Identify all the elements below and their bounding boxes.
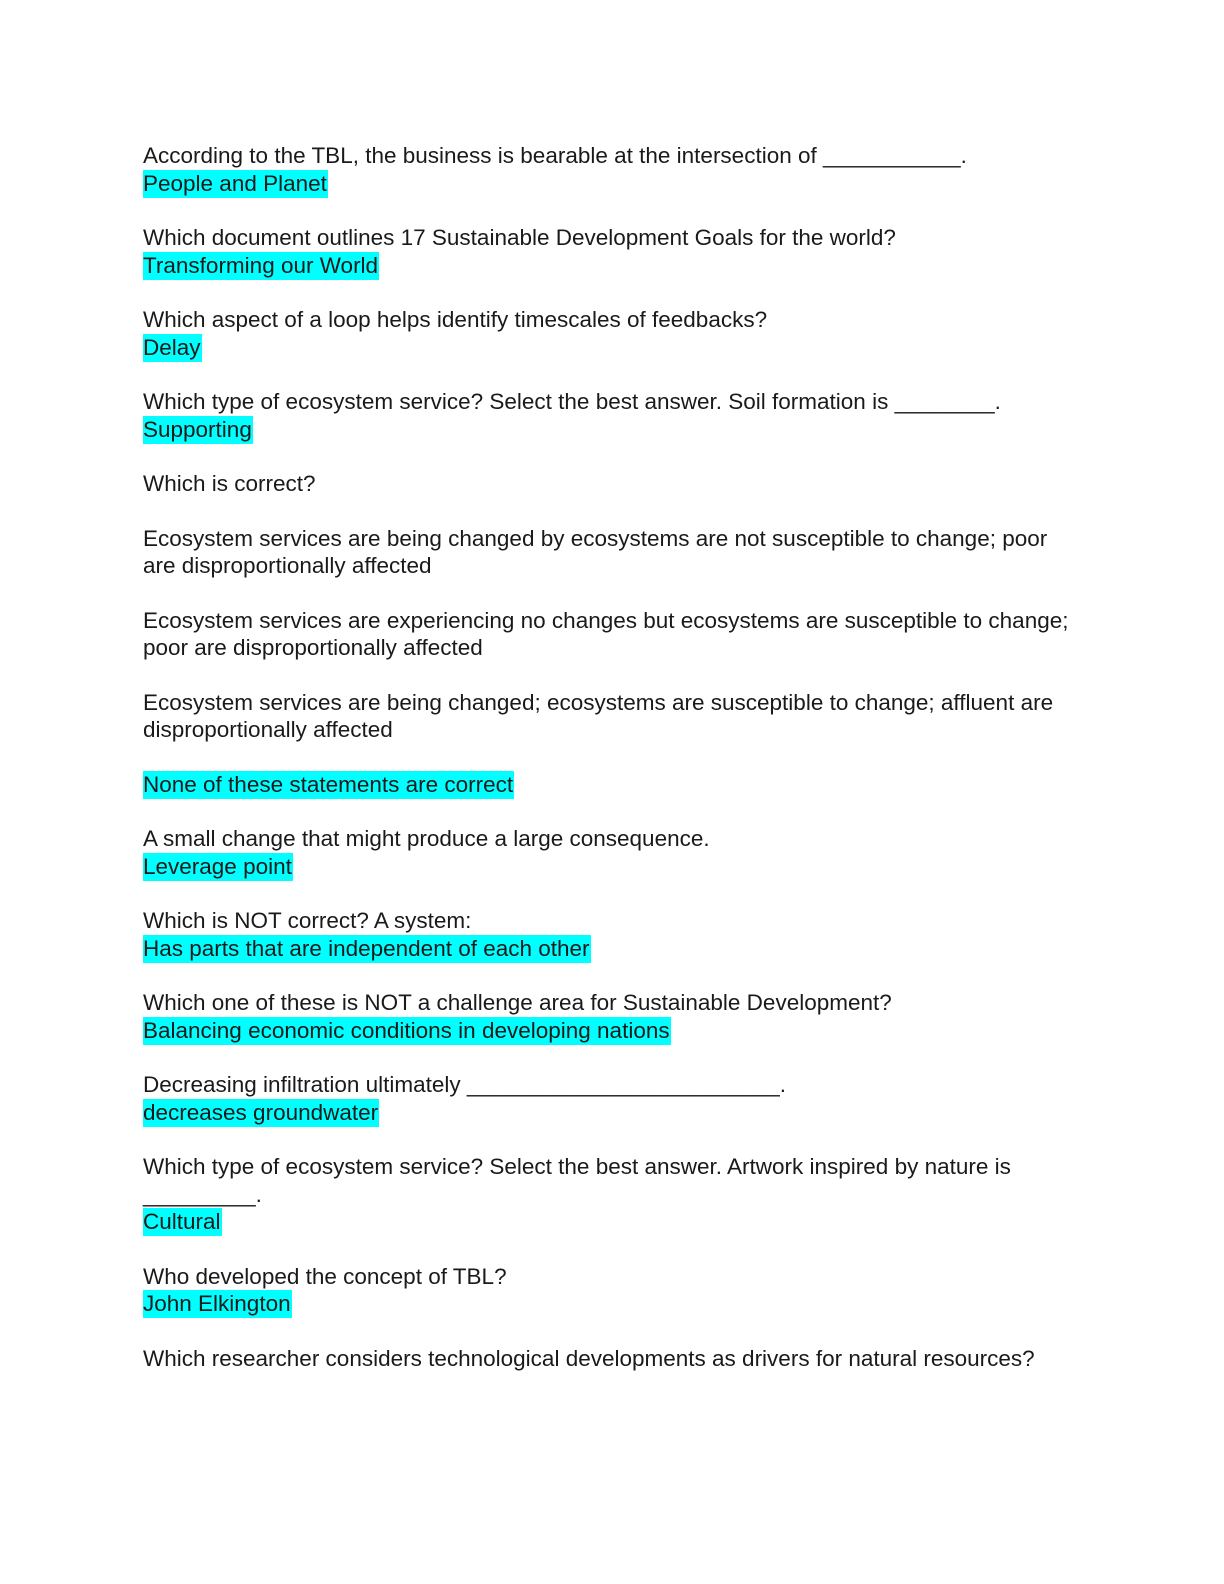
qa-item-8	[143, 989, 1083, 1044]
question-text: Which document outlines 17 Sustainable Development Goals for the world?	[143, 225, 896, 250]
option-text: Ecosystem services are being changed by ecosystems are not susceptible to change; poor are disproportionally affected	[143, 525, 1048, 578]
qa-item-4	[143, 388, 1083, 443]
highlighted-answer: John Elkington	[143, 1291, 291, 1316]
qa-item-10	[143, 1153, 1083, 1236]
highlighted-answer: Has parts that are independent of each other	[143, 935, 590, 961]
qa-item-6	[143, 825, 1083, 880]
option-3	[143, 689, 1083, 744]
qa-item-7	[143, 907, 1083, 962]
highlighted-answer: Cultural	[143, 1209, 221, 1234]
option-1	[143, 525, 1083, 580]
qa-item-2	[143, 224, 1083, 279]
option-2	[143, 607, 1083, 662]
option-text: Ecosystem services are being changed; ecosystems are susceptible to change; affluent are disproportionally affected	[143, 689, 1054, 742]
question-text: According to the TBL, the business is bearable at the intersection of ___________.	[143, 143, 967, 168]
highlighted-answer: decreases groundwater	[143, 1099, 379, 1125]
qa-item-5	[143, 470, 1083, 498]
question-text: Which type of ecosystem service? Select the best answer. Artwork inspired by nature is _________.	[143, 1154, 1018, 1207]
question-text: Who developed the concept of TBL?	[143, 1263, 507, 1289]
question-text: Which one of these is NOT a challenge area for Sustainable Development?	[143, 990, 892, 1015]
question-text: Which is NOT correct? A system:	[143, 908, 472, 933]
question-text: Which aspect of a loop helps identify timescales of feedbacks?	[143, 307, 768, 332]
highlighted-answer: Delay	[143, 334, 201, 360]
highlighted-answer: Leverage point	[143, 853, 292, 879]
option-text: Ecosystem services are experiencing no changes but ecosystems are susceptible to change; poor are disproportionally affected	[143, 607, 1069, 660]
question-text: Which type of ecosystem service? Select the best answer. Soil formation is ________.	[143, 389, 1001, 414]
highlighted-answer: Transforming our World	[143, 252, 379, 278]
qa-item-11	[143, 1263, 1083, 1318]
document-body	[143, 142, 1083, 1399]
highlighted-answer: Balancing economic conditions in developing nations	[143, 1017, 670, 1043]
question-text: A small change that might produce a large consequence.	[143, 826, 710, 851]
qa-item-3	[143, 306, 1083, 361]
question-text: Which is correct?	[143, 471, 316, 496]
highlighted-answer: People and Planet	[143, 170, 327, 196]
qa-item-1	[143, 142, 1083, 197]
highlighted-answer: None of these statements are correct	[143, 771, 514, 797]
question-text: Which researcher considers technological developments as drivers for natural resources?	[143, 1345, 1035, 1371]
option-4-answer	[143, 771, 1083, 799]
qa-item-9	[143, 1071, 1083, 1126]
qa-item-12	[143, 1345, 1083, 1373]
highlighted-answer: Supporting	[143, 416, 252, 442]
question-text: Decreasing infiltration ultimately _________________________.	[143, 1072, 786, 1097]
